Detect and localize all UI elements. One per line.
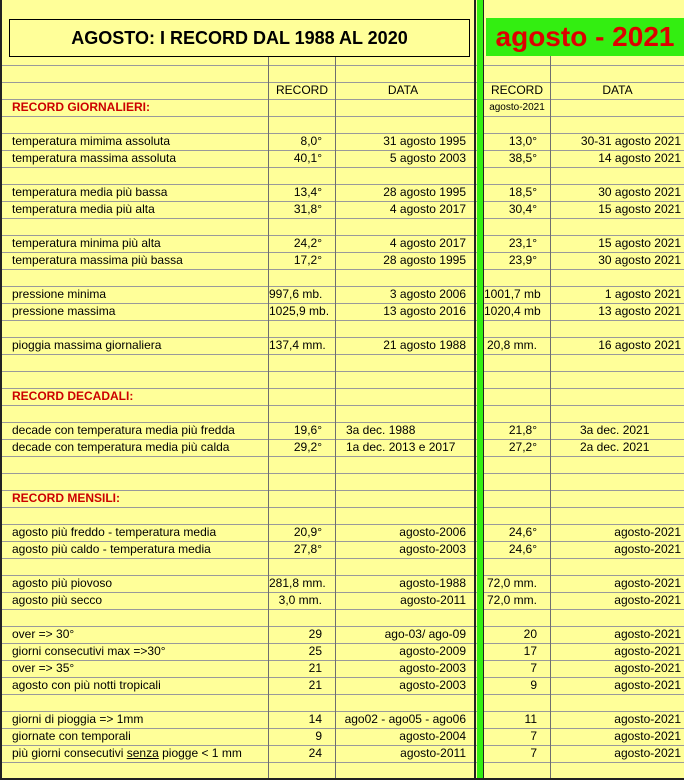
row-date: agosto-2003 bbox=[399, 661, 466, 675]
row-label: decade con temperatura media più calda bbox=[12, 440, 230, 454]
row-record-2021: 9 bbox=[530, 678, 537, 692]
header-data-2021: DATA bbox=[602, 83, 633, 97]
frame-middle bbox=[474, 0, 476, 780]
row-record: 19,6° bbox=[293, 423, 322, 437]
grid-row-line bbox=[0, 354, 684, 355]
row-label: agosto con più notti tropicali bbox=[12, 678, 161, 692]
row-record: 21 bbox=[308, 661, 322, 675]
row-date: agosto-2011 bbox=[400, 593, 466, 607]
row-record-2021: 17 bbox=[523, 644, 537, 658]
row-record: 24 bbox=[308, 746, 322, 760]
row-label bbox=[12, 745, 267, 762]
row-date-2021: 3a dec. 2021 bbox=[580, 423, 650, 437]
row-date: agosto-2006 bbox=[399, 525, 466, 539]
row-record-2021: 7 bbox=[530, 661, 537, 675]
grid-row-line bbox=[0, 694, 684, 695]
row-label: agosto più caldo - temperatura media bbox=[12, 542, 211, 556]
grid-row-line bbox=[0, 167, 684, 168]
row-record: 281,8 mm. bbox=[269, 576, 326, 590]
row-record-2021: 24,6° bbox=[508, 525, 537, 539]
row-label-part: più giorni consecutivi bbox=[12, 746, 127, 760]
section-mensili: RECORD MENSILI: bbox=[12, 491, 120, 505]
row-date: 3 agosto 2006 bbox=[389, 287, 466, 301]
row-label: decade con temperatura media più fredda bbox=[12, 423, 235, 437]
row-record: 137,4 mm. bbox=[269, 338, 326, 352]
row-date-2021: agosto-2021 bbox=[614, 678, 681, 692]
grid-row-line bbox=[0, 456, 684, 457]
row-record-2021: 7 bbox=[530, 746, 537, 760]
row-date: 21 agosto 1988 bbox=[383, 338, 466, 352]
row-record: 21 bbox=[308, 678, 322, 692]
row-label: temperatura minima più alta bbox=[12, 236, 161, 250]
row-label-part: piogge < 1 mm bbox=[158, 746, 242, 760]
row-date: 3a dec. 1988 bbox=[346, 423, 416, 437]
row-record-2021: 11 bbox=[524, 712, 537, 726]
row-label: temperatura mimima assoluta bbox=[12, 134, 171, 148]
row-record: 29 bbox=[308, 627, 322, 641]
row-record: 29,2° bbox=[293, 440, 322, 454]
row-record: 9 bbox=[315, 729, 322, 743]
row-date-2021: 15 agosto 2021 bbox=[598, 236, 681, 250]
row-label: agosto più piovoso bbox=[12, 576, 113, 590]
row-date: 4 agosto 2017 bbox=[389, 202, 466, 216]
row-record: 40,1° bbox=[293, 151, 322, 165]
row-label: agosto più secco bbox=[12, 593, 103, 607]
row-label: over => 30° bbox=[12, 627, 75, 641]
row-date-2021: 13 agosto 2021 bbox=[598, 304, 681, 318]
grid-row-line bbox=[0, 65, 684, 66]
row-date-2021: 14 agosto 2021 bbox=[598, 151, 681, 165]
row-date-2021: 16 agosto 2021 bbox=[598, 338, 681, 352]
row-date: ago-03/ ago-09 bbox=[384, 627, 466, 641]
row-record-2021: 72,0 mm. bbox=[486, 576, 537, 590]
row-record: 17,2° bbox=[293, 253, 322, 267]
row-date: agosto-2004 bbox=[399, 729, 466, 743]
grid-row-line bbox=[0, 116, 684, 117]
row-label: giornate con temporali bbox=[12, 729, 131, 743]
row-record-2021: 1020,4 mb bbox=[484, 304, 541, 318]
grid-row-line bbox=[0, 473, 684, 474]
grid-row-line bbox=[0, 609, 684, 610]
grid-row-line bbox=[0, 558, 684, 559]
row-date: 28 agosto 1995 bbox=[383, 185, 466, 199]
row-record: 13,4° bbox=[293, 185, 322, 199]
row-date: 1a dec. 2013 e 2017 bbox=[346, 440, 456, 454]
row-date: agosto-1988 bbox=[399, 576, 466, 590]
row-label: pressione massima bbox=[12, 304, 116, 318]
row-date-2021: agosto-2021 bbox=[614, 729, 681, 743]
row-date-2021: agosto-2021 bbox=[614, 542, 681, 556]
row-date-2021: 15 agosto 2021 bbox=[598, 202, 681, 216]
row-label-underlined: senza bbox=[126, 746, 159, 760]
row-date-2021: 30 agosto 2021 bbox=[598, 185, 681, 199]
row-label: over => 35° bbox=[12, 661, 75, 675]
row-record: 8,0° bbox=[300, 134, 322, 148]
row-record: 1025,9 mb. bbox=[269, 304, 330, 318]
row-record: 14 bbox=[308, 712, 322, 726]
row-date-2021: agosto-2021 bbox=[614, 661, 681, 675]
row-label: giorni di pioggia => 1mm bbox=[12, 712, 144, 726]
row-record-2021: 23,9° bbox=[508, 253, 537, 267]
row-record-2021: 21,8° bbox=[508, 423, 537, 437]
header-record: RECORD bbox=[275, 83, 328, 97]
grid-row-line bbox=[0, 371, 684, 372]
grid-row-line bbox=[0, 405, 684, 406]
year-title: agosto - 2021 bbox=[486, 18, 684, 56]
row-date: 28 agosto 1995 bbox=[383, 253, 466, 267]
row-label: temperatura media più bassa bbox=[12, 185, 168, 199]
row-record: 997,6 mb. bbox=[269, 287, 323, 301]
row-date: ago02 - ago05 - ago06 bbox=[344, 712, 466, 726]
row-label: pressione minima bbox=[12, 287, 107, 301]
row-date: 4 agosto 2017 bbox=[389, 236, 466, 250]
grid-row-line bbox=[0, 507, 684, 508]
row-date: 31 agosto 1995 bbox=[383, 134, 466, 148]
row-label: temperatura massima assoluta bbox=[12, 151, 177, 165]
row-date-2021: agosto-2021 bbox=[614, 712, 681, 726]
row-label: temperatura media più alta bbox=[12, 202, 155, 216]
row-record: 31,8° bbox=[293, 202, 322, 216]
row-record-2021: 13,0° bbox=[508, 134, 537, 148]
row-record: 27,8° bbox=[293, 542, 322, 556]
row-label: temperatura massima più bassa bbox=[12, 253, 183, 267]
row-date-2021: agosto-2021 bbox=[614, 746, 681, 760]
row-record-2021: 24,6° bbox=[508, 542, 537, 556]
row-date-2021: 2a dec. 2021 bbox=[580, 440, 650, 454]
row-record-2021: 1001,7 mb bbox=[484, 287, 541, 301]
page-title: AGOSTO: I RECORD DAL 1988 AL 2020 bbox=[9, 19, 470, 57]
row-record-2021: 23,1° bbox=[508, 236, 537, 250]
row-date: 5 agosto 2003 bbox=[389, 151, 466, 165]
row-label: agosto più freddo - temperatura media bbox=[12, 525, 217, 539]
frame-left bbox=[0, 0, 2, 780]
row-date-2021: agosto-2021 bbox=[614, 644, 681, 658]
row-date-2021: agosto-2021 bbox=[614, 525, 681, 539]
row-date-2021: 1 agosto 2021 bbox=[604, 287, 681, 301]
row-label: giorni consecutivi max =>30° bbox=[12, 644, 166, 658]
row-date: agosto-2011 bbox=[400, 746, 466, 760]
grid-row-line bbox=[0, 320, 684, 321]
row-date: 13 agosto 2016 bbox=[383, 304, 466, 318]
row-date-2021: agosto-2021 bbox=[614, 593, 681, 607]
row-date: agosto-2003 bbox=[399, 678, 466, 692]
grid-row-line bbox=[0, 762, 684, 763]
row-record-2021: 27,2° bbox=[508, 440, 537, 454]
row-date-2021: agosto-2021 bbox=[614, 627, 681, 641]
header-record-2021: RECORD bbox=[490, 83, 543, 97]
section-giornalieri: RECORD GIORNALIERI: bbox=[12, 100, 150, 114]
row-record: 3,0 mm. bbox=[278, 593, 322, 607]
row-date: agosto-2009 bbox=[399, 644, 466, 658]
row-record-2021: 7 bbox=[530, 729, 537, 743]
row-record-2021: 20,8 mm. bbox=[486, 338, 537, 352]
row-record-2021: 30,4° bbox=[508, 202, 537, 216]
row-record-2021: 38,5° bbox=[508, 151, 537, 165]
subheader-2021: agosto-2021 bbox=[489, 102, 545, 113]
grid-row-line bbox=[0, 269, 684, 270]
row-record-2021: 20 bbox=[523, 627, 537, 641]
row-record: 25 bbox=[308, 644, 322, 658]
row-record: 24,2° bbox=[293, 236, 322, 250]
row-label: pioggia massima giornaliera bbox=[12, 338, 162, 352]
row-date-2021: 30 agosto 2021 bbox=[598, 253, 681, 267]
row-record-2021: 72,0 mm. bbox=[486, 593, 537, 607]
row-record-2021: 18,5° bbox=[508, 185, 537, 199]
row-date-2021: agosto-2021 bbox=[614, 576, 681, 590]
row-date-2021: 30-31 agosto 2021 bbox=[580, 134, 681, 148]
row-date: agosto-2003 bbox=[399, 542, 466, 556]
header-data: DATA bbox=[387, 83, 419, 97]
section-decadali: RECORD DECADALI: bbox=[12, 389, 134, 403]
row-record: 20,9° bbox=[293, 525, 322, 539]
grid-row-line bbox=[0, 218, 684, 219]
